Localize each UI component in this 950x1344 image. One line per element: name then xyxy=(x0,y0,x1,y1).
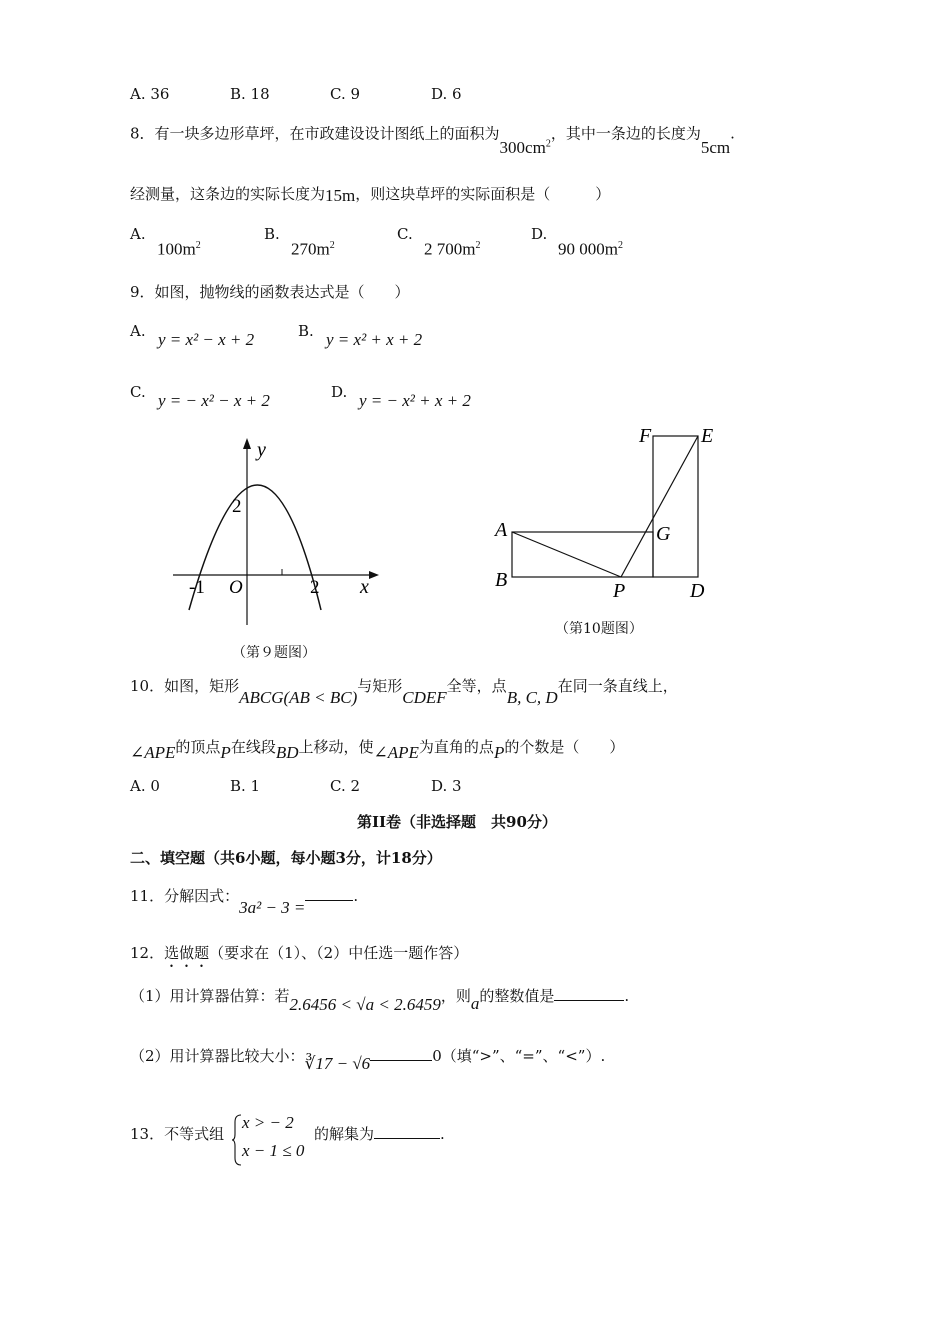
figure-9-caption: （第９题图） xyxy=(232,645,316,661)
q10-segment-bd: BD xyxy=(275,743,299,762)
q9-option-a-expr: y = x² − x + 2 xyxy=(158,330,255,349)
q12-part2-text: （2）用计算器比较大小： xyxy=(130,1047,305,1065)
q8-option-c: C. xyxy=(397,225,413,243)
q11 xyxy=(130,886,359,917)
figure-10-caption: （第10题图） xyxy=(555,621,643,637)
q13-answer-blank[interactable] xyxy=(374,1138,440,1139)
q12-part1-text: 的整数值是 xyxy=(479,987,555,1005)
q7-option-a: A. 36 xyxy=(130,85,170,103)
point-b-label: B xyxy=(495,569,508,591)
q12-part2 xyxy=(130,1046,606,1073)
q12-part2-text: 0（填“>”、“=”、“<”）. xyxy=(432,1047,606,1065)
segment-pe xyxy=(621,436,698,577)
brace-icon xyxy=(232,1114,242,1166)
q9-option-a-label: A. xyxy=(130,322,146,340)
q9-option-c-label: C. xyxy=(130,383,146,401)
q8-option-b-value: $270m^2$ xyxy=(291,239,335,259)
q8-option-a-value: $100m^2$ xyxy=(157,239,201,259)
q10-point-p: P xyxy=(493,743,505,762)
q12-part1-text: ，则 xyxy=(440,987,471,1005)
q8-option-a: A. xyxy=(130,225,146,243)
q9-option-d-label: D. xyxy=(331,383,348,401)
q10-text: 在同一条直线上， xyxy=(557,677,678,695)
q10-points-bcd: B, C, D xyxy=(506,688,558,707)
q8-length: 5cm xyxy=(700,137,731,157)
q12-part2-answer-blank[interactable] xyxy=(370,1060,432,1061)
x-axis-arrow xyxy=(369,571,379,579)
q12-emphasis: 选做题 xyxy=(164,944,210,962)
q9-option-d-expr: y = − x² + x + 2 xyxy=(359,391,471,410)
q12-part1-var: a xyxy=(470,994,480,1013)
q13-stem: 13．不等式组 xyxy=(130,1125,225,1143)
q12-part2-expr: ∛17 − √6 xyxy=(304,1054,371,1073)
q10-stem-line2 xyxy=(130,737,625,762)
q12-stem xyxy=(130,943,468,971)
section2-heading: 二、填空题（共6小题，每小题3分，计18分） xyxy=(130,849,442,867)
q13-inequality-1: x > − 2 xyxy=(242,1113,294,1132)
q10-angle-ape: ∠APE xyxy=(373,743,419,762)
point-a-label: A xyxy=(495,519,508,541)
y-label: y xyxy=(257,439,266,461)
y-axis-arrow xyxy=(243,438,251,449)
point-g-label: G xyxy=(656,523,671,545)
q8-option-d: D. xyxy=(531,225,548,243)
q10-text: 10．如图，矩形 xyxy=(130,677,240,695)
q12-part1-text: （1）用计算器估算：若 xyxy=(130,987,290,1005)
x-label: x xyxy=(360,576,369,598)
tick-label-neg1: -1 xyxy=(189,577,205,598)
q7-option-c: C. 9 xyxy=(330,85,361,103)
segment-ap xyxy=(512,532,621,577)
q10-rect-abcg: ABCG(AB < BC) xyxy=(239,688,358,707)
q8-text: 8．有一块多边形草坪，在市政建设设计图纸上的面积为 xyxy=(130,124,500,143)
q10-option-b: B. 1 xyxy=(230,777,261,795)
q9-option-c-expr: y = − x² − x + 2 xyxy=(158,391,270,410)
point-p-label: P xyxy=(613,580,626,602)
q12-part1-expr: 2.6456 < √a < 2.6459 xyxy=(289,995,441,1014)
q13-inequality-2: x − 1 ≤ 0 xyxy=(242,1141,305,1160)
q10-text: 与矩形 xyxy=(357,677,403,695)
q10-angle-ape: ∠APE xyxy=(130,743,176,762)
rectangle-abcg xyxy=(512,532,653,577)
point-e-label: E xyxy=(701,425,714,447)
q8-period: . xyxy=(730,124,735,143)
q9-stem: 9．如图，抛物线的函数表达式是（ ） xyxy=(130,283,410,301)
q8-stem-line1 xyxy=(130,120,735,157)
q10-text: 在线段 xyxy=(230,738,276,756)
q10-text: 的顶点 xyxy=(175,738,221,756)
tick-label-2x: 2 xyxy=(310,577,320,598)
q10-option-d: D. 3 xyxy=(431,777,462,795)
figure-9-parabola xyxy=(165,430,395,630)
q12-number: 12． xyxy=(130,944,165,962)
tick-label-2y: 2 xyxy=(232,496,242,517)
q10-stem-line1 xyxy=(130,676,678,707)
q10-rect-cdef: CDEF xyxy=(402,688,447,707)
q12-part1-answer-blank[interactable] xyxy=(554,1000,624,1001)
q8-text: ，其中一条边的长度为 xyxy=(550,124,701,143)
part2-title: 第II卷（非选择题 共90分） xyxy=(357,813,557,831)
q8-real-length: 15m xyxy=(325,186,356,205)
q10-option-a: A. 0 xyxy=(130,777,160,795)
q10-text: 全等，点 xyxy=(446,677,507,695)
point-d-label: D xyxy=(690,580,705,602)
q9-option-b-expr: y = x² + x + 2 xyxy=(326,330,423,349)
q9-option-b-label: B. xyxy=(298,322,314,340)
q11-stem: 11．分解因式： xyxy=(130,887,240,905)
q10-text: 的个数是（ ） xyxy=(504,738,625,756)
q10-text: 上移动，使 xyxy=(298,738,374,756)
q10-option-c: C. 2 xyxy=(330,777,361,795)
q10-text: 为直角的点 xyxy=(418,738,494,756)
q8-text: 经测量，这条边的实际长度为 xyxy=(130,185,326,203)
q7-option-b: B. 18 xyxy=(230,85,270,103)
q10-point-p: P xyxy=(220,743,231,762)
q11-end: . xyxy=(353,887,359,905)
q8-text: ，则这块草坪的实际面积是（ ） xyxy=(355,185,611,203)
q8-stem-line2 xyxy=(130,184,610,204)
q13-end: . xyxy=(440,1125,445,1143)
parabola-curve xyxy=(189,485,321,610)
q8-option-c-value: 2 $700m^2$ xyxy=(424,239,481,259)
q13-text: 的解集为 xyxy=(314,1125,375,1143)
q11-expr: 3a² − 3 = xyxy=(239,898,306,917)
q12-part1 xyxy=(130,986,630,1014)
point-f-label: F xyxy=(639,425,652,447)
figure-10-rectangles xyxy=(485,418,735,608)
q8-option-d-value: 90 $000m^2$ xyxy=(558,239,623,259)
q13-rest xyxy=(314,1124,445,1144)
q8-option-b: B. xyxy=(264,225,280,243)
q7-option-d: D. 6 xyxy=(431,85,462,103)
q12-instructions: （要求在（1）、（2）中任选一题作答） xyxy=(209,944,469,962)
q11-answer-blank[interactable] xyxy=(305,900,353,901)
origin-label: O xyxy=(229,577,243,598)
q12-part1-end: . xyxy=(624,987,630,1005)
q8-area: $300cm^2$ xyxy=(499,137,551,157)
